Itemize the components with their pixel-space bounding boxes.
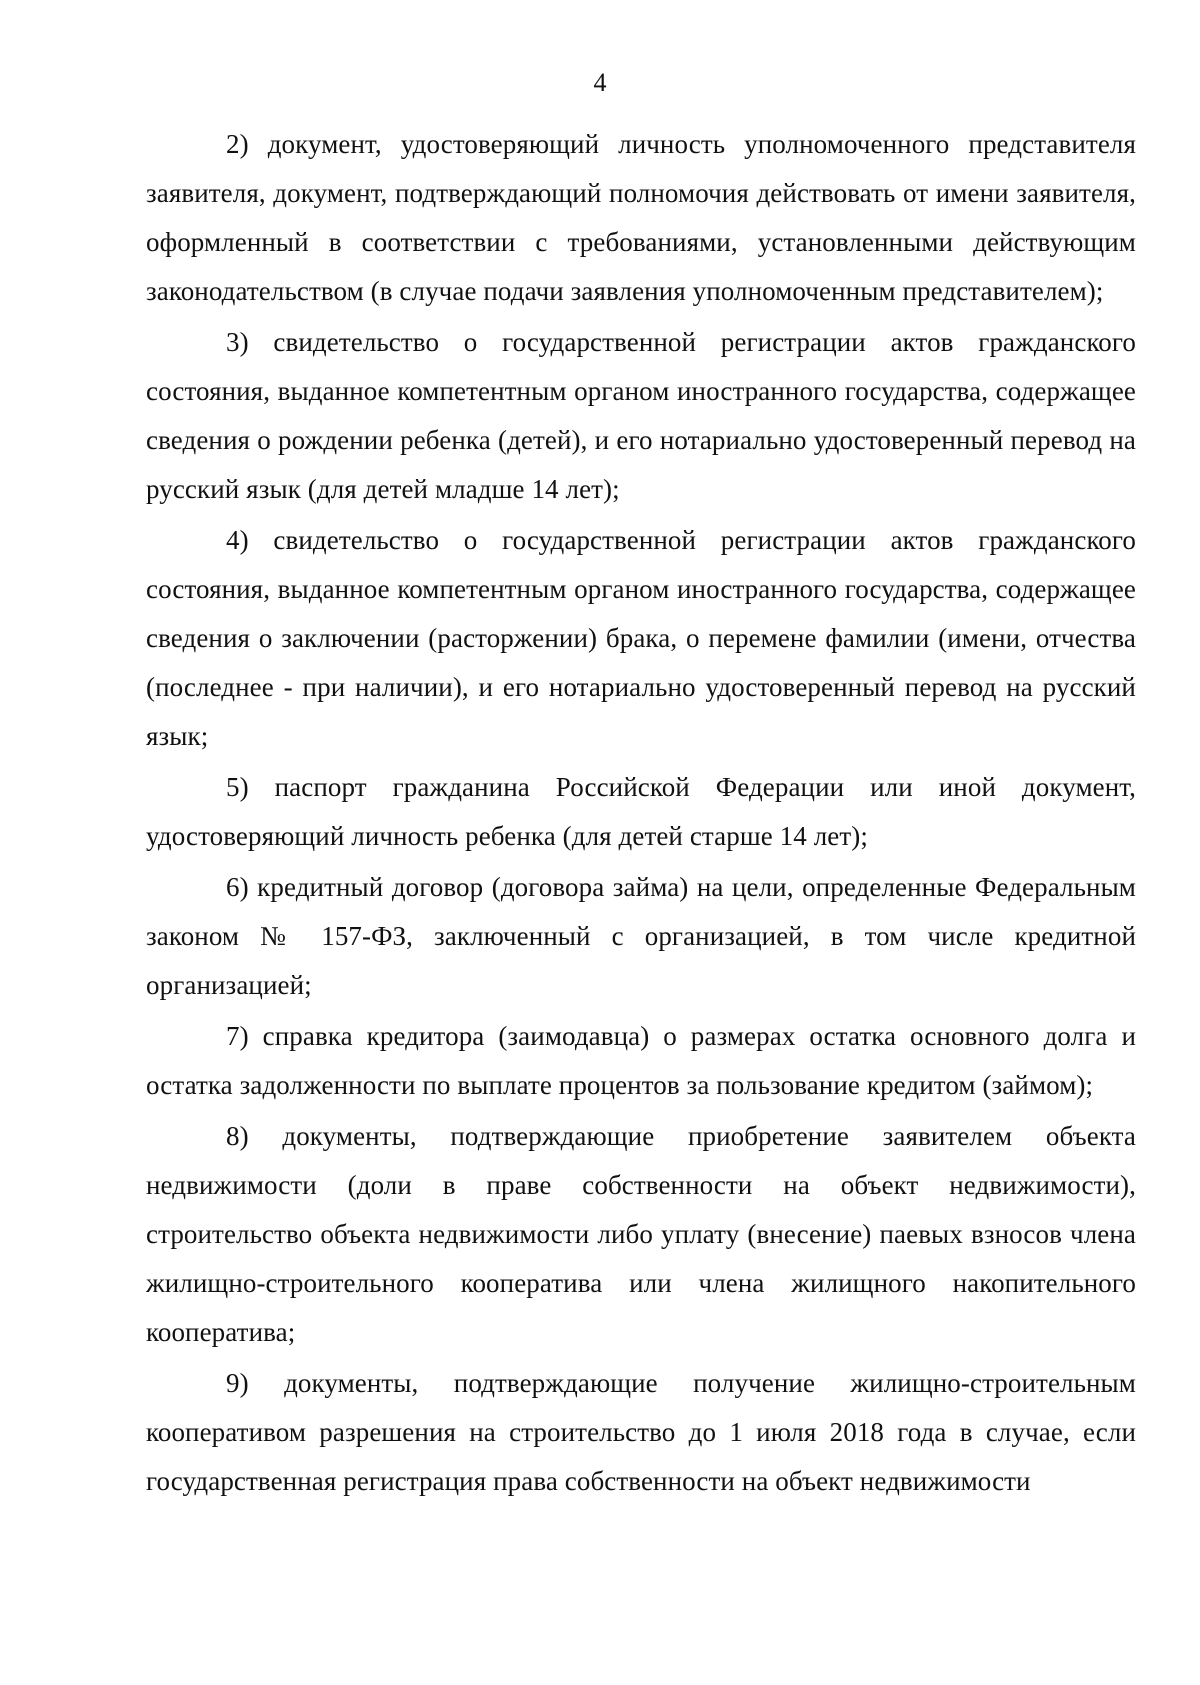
document-body xyxy=(146,120,1136,1508)
list-item-5: 5) паспорт гражданина Российской Федерации или иной документ, удостоверяющий личность ребенка (для детей старше 14 лет); xyxy=(146,772,1136,851)
page-number: 4 xyxy=(593,68,607,97)
list-item-6: 6) кредитный договор (договора займа) на цели, определенные Федеральным законом № 157-ФЗ, заключенный с организацией, в том числе кредитной организацией; xyxy=(146,872,1136,1000)
list-item-8: 8) документы, подтверждающие приобретение заявителем объекта недвижимости (доли в праве собственности на объект недвижимости), строительство объекта недвижимости либо уплату (внесение) паевых взносов члена жилищно-строительного кооператива или члена жилищного накопительного кооператива; xyxy=(146,1121,1136,1347)
list-item-9: 9) документы, подтверждающие получение жилищно-строительным кооперативом разрешения на строительство до 1 июля 2018 года в случае, если государственная регистрация права собственности на объект недвижимости xyxy=(146,1368,1136,1496)
list-item-3: 3) свидетельство о государственной регистрации актов гражданского состояния, выданное компетентным органом иностранного государства, содержащее сведения о рождении ребенка (детей), и его нотариально удостоверенный перевод на русский язык (для детей младше 14 лет); xyxy=(146,327,1136,504)
list-item-4: 4) свидетельство о государственной регистрации актов гражданского состояния, выданное компетентным органом иностранного государства, содержащее сведения о заключении (расторжении) брака, о перемене фамилии (имени, отчества (последнее - при наличии), и его нотариально удостоверенный перевод на русский язык; xyxy=(146,525,1136,751)
list-item-7: 7) справка кредитора (заимодавца) о размерах остатка основного долга и остатка задолженности по выплате процентов за пользование кредитом (займом); xyxy=(146,1021,1136,1100)
list-item-2: 2) документ, удостоверяющий личность уполномоченного представителя заявителя, документ, подтверждающий полномочия действовать от имени заявителя, оформленный в соответствии с требованиями, установленными действующим законодательством (в случае подачи заявления уполномоченным представителем); xyxy=(146,129,1136,306)
